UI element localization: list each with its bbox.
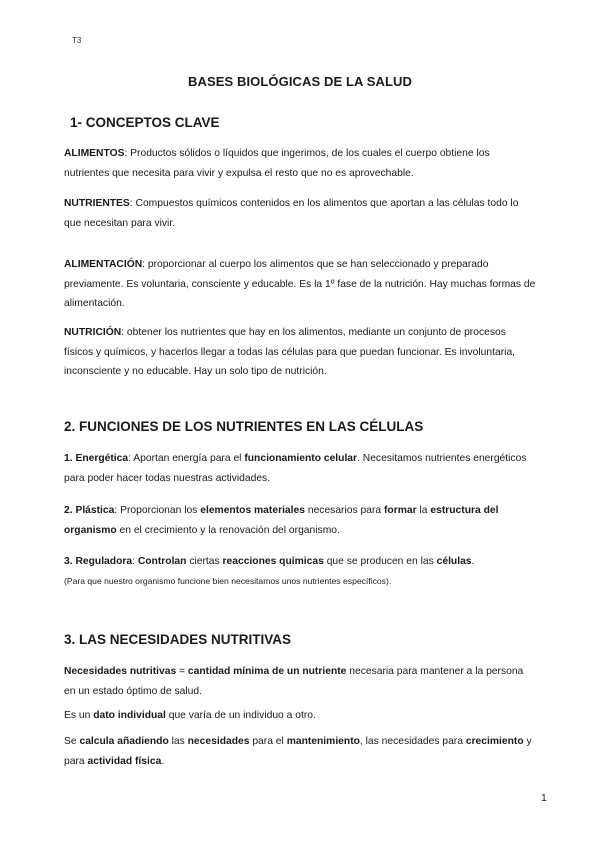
term: NUTRICIÓN [64, 327, 122, 338]
text: . Necesitamos nutrientes energéticos para poder hacer todas nuestras actividades. [64, 453, 527, 484]
text: : [132, 556, 138, 567]
emphasis: Controlan [137, 556, 187, 567]
needs-individual [64, 706, 536, 726]
emphasis: mantenimiento [286, 736, 360, 747]
section2-heading: 2. FUNCIONES DE LOS NUTRIENTES EN LAS CÉLULAS [64, 419, 424, 434]
text: la [416, 505, 431, 516]
definition-text: : Productos sólidos o líquidos que ingerimos, de los cuales el cuerpo obtiene los nutrientes que necesita para vivir y expulsa el resto que no es aprovechable. [64, 148, 490, 179]
text: necesaria para mantener a la persona en un estado óptimo de salud. [64, 666, 524, 697]
definition-text: : Compuestos químicos contenidos en los alimentos que aportan a las células todo lo que necesitan para vivir. [64, 198, 519, 229]
term: 3. Reguladora [64, 556, 133, 567]
function-plastica [64, 501, 536, 540]
emphasis: necesidades [187, 736, 250, 747]
emphasis: formar [383, 505, 417, 516]
text: para el [249, 736, 287, 747]
text: : Proporcionan los [114, 505, 201, 516]
text: Se [64, 736, 80, 747]
text: . [161, 755, 165, 767]
document-title: BASES BIOLÓGICAS DE LA SALUD [187, 74, 413, 89]
needs-calculation [64, 732, 536, 771]
text: en el crecimiento y la renovación del organismo. [116, 524, 340, 536]
definition-text: : proporcionar al cuerpo los alimentos que se han seleccionado y preparado previamente. Es voluntaria, consciente y educable. Es la 1º fase de la nutrición. Hay muchas formas de alimentación. [64, 259, 536, 309]
text: las [168, 736, 188, 747]
definition-nutricion [64, 323, 536, 382]
definition-text: : obtener los nutrientes que hay en los alimentos, mediante un conjunto de procesos físicos y químicos, y hacerlos llegar a todas las células para que puedan funcionar. Es involuntaria, inconsciente y no educable. Hay un solo tipo de nutrición. [64, 327, 516, 377]
term: 1. Energética [64, 453, 129, 464]
function-energetica [64, 449, 536, 488]
definition-nutrientes [64, 194, 536, 233]
note: (Para que nuestro organismo funcione bien necesitamos unos nutrientes específicos). [64, 575, 392, 586]
emphasis: funcionamiento celular [244, 453, 358, 464]
emphasis: estructura del organismo [64, 505, 499, 536]
function-reguladora [64, 552, 536, 591]
section1-heading: 1- CONCEPTOS CLAVE [70, 115, 220, 130]
text: que se producen en las [323, 556, 437, 567]
text: Es un [64, 710, 94, 721]
emphasis: células [436, 556, 472, 567]
needs-definition [64, 662, 536, 701]
definition-alimentacion [64, 255, 536, 314]
emphasis: cantidad mínima de un nutriente [187, 666, 347, 677]
emphasis: dato individual [93, 710, 166, 721]
text: y para [64, 736, 532, 767]
emphasis: calcula añadiendo [79, 736, 169, 747]
term: ALIMENTACIÓN [64, 259, 143, 270]
definition-alimentos [64, 144, 536, 183]
text: . [471, 556, 475, 567]
text: ciertas [186, 556, 223, 567]
emphasis: elementos materiales [200, 505, 305, 516]
text: necesarios para [304, 505, 384, 516]
term: ALIMENTOS [64, 148, 125, 159]
term: NUTRIENTES [64, 198, 130, 209]
term: 2. Plástica [64, 505, 115, 516]
emphasis: reacciones químicas [222, 556, 324, 567]
emphasis: Necesidades nutritivas [64, 666, 177, 677]
emphasis: crecimiento [465, 736, 524, 747]
section3-heading: 3. LAS NECESIDADES NUTRITIVAS [64, 632, 292, 647]
page-tag: T3 [72, 36, 82, 45]
text: , las necesidades para [359, 736, 466, 747]
text: = [176, 666, 188, 677]
text: que varía de un individuo a otro. [165, 710, 316, 721]
emphasis: actividad física [87, 755, 162, 767]
text: : Aportan energía para el [128, 453, 245, 464]
page-number: 1 [541, 792, 547, 804]
